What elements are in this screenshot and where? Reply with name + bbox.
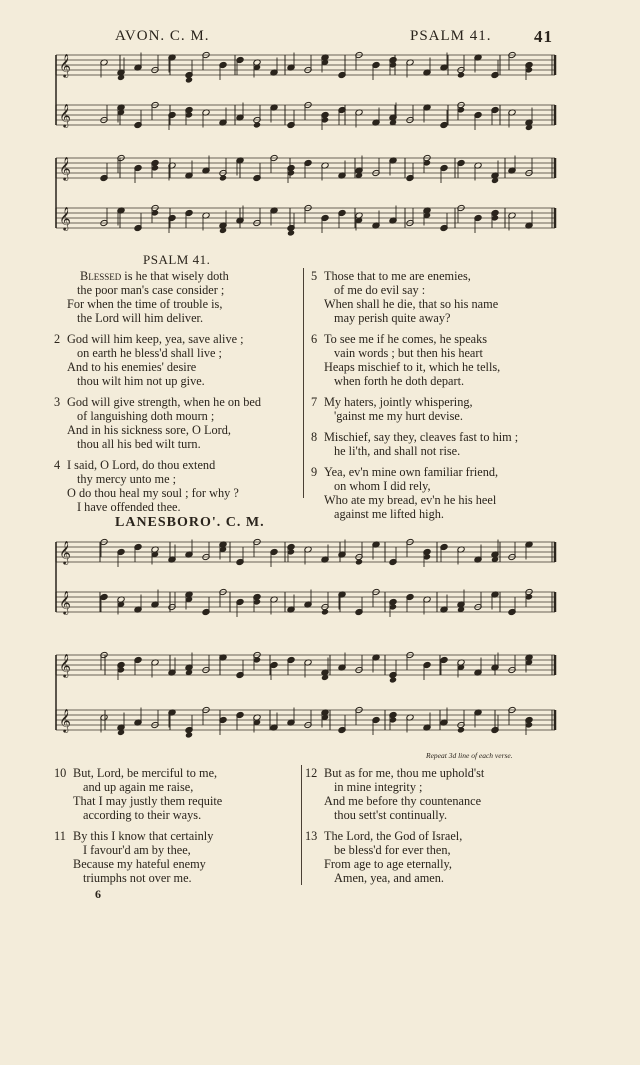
verse-line [54,458,261,472]
stanza [54,269,261,325]
verse-text: against me lifted high. [334,507,444,521]
stanza [311,332,518,388]
clef-icon: 𝄞 [59,156,71,180]
verse-text: And me before thy countenance [324,794,482,808]
verse-line [311,507,518,521]
verse-text: the poor man's case consider ; [77,283,225,297]
verse-text: By this I know that certainly [73,829,214,843]
stanza [311,465,518,521]
stanza [311,269,518,325]
verse-line [54,794,222,808]
verse-text: For when the time of trouble is, [67,297,223,311]
clef-icon: 𝄞 [59,540,71,564]
verse-text: Who ate my bread, ev'n he his heel [324,493,497,507]
verses-top-right [311,269,518,528]
verse-line [311,479,518,493]
verse-line [54,374,261,388]
verse-text: But, Lord, be merciful to me, [73,766,218,780]
verse-number: 2 [54,332,61,346]
tune-title: AVON. C. M. [115,28,210,44]
verse-text: But as for me, thou me uphold'st [324,766,485,780]
repeat-note: Repeat 3d line of each verse. [426,751,513,760]
verse-text: the Lord will him deliver. [77,311,204,325]
verse-text: of languishing doth mourn ; [77,409,215,423]
stanza [305,766,484,822]
verse-text: And in his sickness sore, O Lord, [67,423,231,437]
verse-line [305,829,484,843]
verse-line [311,430,518,444]
verse-line [305,808,484,822]
verse-number: 8 [311,430,318,444]
verse-line [54,332,261,346]
verse-text: may perish quite away? [334,311,451,325]
clef-icon: 𝄞 [59,708,71,732]
verse-text: 'gainst me my hurt devise. [334,409,463,423]
clef-icon: 𝄞 [59,53,71,77]
clef-icon: 𝄞 [59,206,71,230]
verse-text: in mine integrity ; [334,780,423,794]
verse-line [311,465,518,479]
verse-line [311,395,518,409]
verse-text: he li'th, and shall not rise. [334,444,461,458]
verse-line [305,780,484,794]
signature-mark: 6 [95,887,101,901]
verse-text: according to their ways. [83,808,202,822]
verse-text: be bless'd for ever then, [334,843,451,857]
verse-text: And to his enemies' desire [67,360,197,374]
verse-text: My haters, jointly whispering, [324,395,473,409]
verse-text: when forth he doth depart. [334,374,465,388]
verse-number: 12 [305,766,318,780]
verse-text: Mischief, say they, cleaves fast to him ; [324,430,519,444]
verse-text: God will give strength, when he on bed [67,395,261,409]
verse-line [54,311,261,325]
verse-line [54,409,261,423]
verse-line [311,374,518,388]
verse-text: thou wilt him not up give. [77,374,205,388]
verse-line [311,297,518,311]
verse-text: vain words ; but then his heart [334,346,483,360]
stanza [54,395,261,451]
clef-icon: 𝄞 [59,590,71,614]
verse-line [54,871,222,885]
verse-line [54,437,261,451]
verse-line [305,871,484,885]
verse-line [311,360,518,374]
verse-line [305,766,484,780]
clef-icon: 𝄞 [59,653,71,677]
verse-line [54,297,261,311]
verse-line [311,444,518,458]
verse-text: on whom I did rely, [334,479,431,493]
verses-bottom-right [305,766,484,892]
verse-line [311,269,518,283]
verse-line [311,409,518,423]
stanza [54,766,222,822]
verse-line [54,360,261,374]
verse-text: I favour'd am by thee, [83,843,191,857]
verse-text: Because my hateful enemy [73,857,206,871]
verse-number: 7 [311,395,318,409]
page-number: 41 [534,27,553,46]
verse-text: From age to age eternally, [324,857,452,871]
stanza [311,395,518,423]
verse-line [54,766,222,780]
verse-text: on earth he bless'd shall live ; [77,346,222,360]
verse-line [54,829,222,843]
stanza [54,829,222,885]
verse-text: When shall he die, that so his name [324,297,499,311]
verse-number: 11 [54,829,66,843]
verse-line [54,472,261,486]
verse-text: Yea, ev'n mine own familiar friend, [324,465,499,479]
verse-line [54,843,222,857]
verse-number: 6 [311,332,318,346]
stanza [54,332,261,388]
psalm-reference: PSALM 41. [410,28,492,44]
verse-line [305,794,484,808]
verse-number: 3 [54,395,61,409]
verse-line [311,283,518,297]
verse-line [311,346,518,360]
verse-line [54,423,261,437]
verses-bottom-left [54,766,222,892]
verse-text: triumphs not over me. [83,871,192,885]
verse-line [305,843,484,857]
verse-line [54,486,261,500]
verses-top-left [54,269,261,521]
clef-icon: 𝄞 [59,103,71,127]
verse-number: 4 [54,458,61,472]
verse-text: Blessed is he that wisely doth [80,269,229,283]
verse-text: I have offended thee. [77,500,181,514]
verse-line [54,395,261,409]
verse-line [54,500,261,514]
verse-number: 9 [311,465,318,479]
verse-text: thou all his bed wilt turn. [77,437,201,451]
psalm-heading: PSALM 41. [143,252,211,267]
column-divider-bottom [301,765,302,885]
verse-line [54,269,261,283]
verse-line [305,857,484,871]
stanza [305,829,484,885]
column-divider-top [303,268,304,498]
verse-text: I said, O Lord, do thou extend [67,458,216,472]
stanza [54,458,261,514]
verse-line [311,493,518,507]
verse-text: The Lord, the God of Israel, [324,829,463,843]
verse-line [54,346,261,360]
verse-text: thou sett'st continually. [334,808,448,822]
verse-text: Heaps mischief to it, which he tells, [324,360,501,374]
verse-text: O do thou heal my soul ; for why ? [67,486,239,500]
verse-text: Those that to me are enemies, [324,269,471,283]
verse-text: thy mercy unto me ; [77,472,177,486]
verse-line [54,808,222,822]
verse-line [54,780,222,794]
verse-line [311,332,518,346]
verse-text: of me do evil say : [334,283,426,297]
verse-number: 13 [305,829,318,843]
verse-text: Amen, yea, and amen. [334,871,444,885]
verse-line [311,311,518,325]
verse-number: 10 [54,766,67,780]
verse-text: That I may justly them requite [73,794,223,808]
verse-line [54,857,222,871]
verse-text: and up again me raise, [83,780,194,794]
verse-line [54,283,261,297]
second-tune-title: LANESBORO'. C. M. [115,515,265,530]
verse-number: 5 [311,269,318,283]
verse-text: To see me if he comes, he speaks [324,332,488,346]
stanza [311,430,518,458]
verse-text: God will him keep, yea, save alive ; [67,332,244,346]
